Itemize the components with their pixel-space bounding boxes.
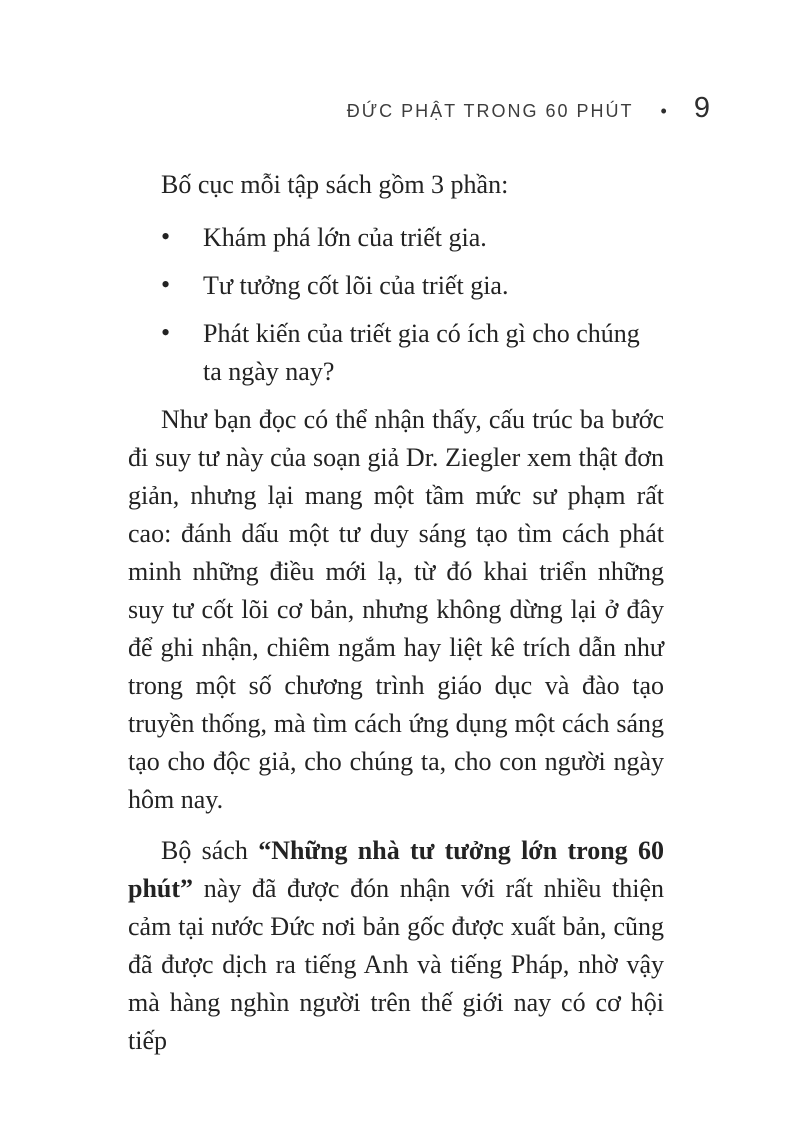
page-number: 9 — [693, 92, 710, 124]
series-title-bold: “Những nhà tư tưởng lớn trong 60 phút” — [128, 836, 664, 903]
list-item-text: Tư tưởng cốt lõi của triết gia. — [203, 271, 509, 300]
bullet-dot-icon: • — [161, 318, 171, 347]
list-item — [128, 219, 664, 257]
running-header — [347, 92, 710, 125]
list-item-text: Khám phá lớn của triết gia. — [203, 223, 487, 252]
header-separator-dot-icon: • — [660, 101, 667, 121]
running-title: ĐỨC PHẬT TRONG 60 PHÚT — [346, 101, 634, 121]
list-item-text: Phát kiến của triết gia có ích gì cho chúng ta ngày nay? — [203, 319, 640, 386]
list-item — [128, 315, 664, 391]
paragraph-series-reception — [128, 832, 664, 1060]
bullet-dot-icon: • — [161, 222, 171, 251]
series-paragraph-suffix: này đã được đón nhận với rất nhiều thiện cảm tại nước Đức nơi bản gốc được xuất bản, cũng đã được dịch ra tiếng Anh và tiếng Pháp, nhờ vậy mà hàng nghìn người trên thế giới nay có cơ hội tiếp — [128, 874, 664, 1055]
intro-line: Bố cục mỗi tập sách gồm 3 phần: — [161, 170, 509, 199]
bullet-list — [128, 219, 664, 391]
series-paragraph-prefix: Bộ sách — [161, 836, 259, 865]
list-item — [128, 267, 664, 305]
bullet-dot-icon: • — [161, 270, 171, 299]
body-text-column — [128, 166, 664, 1060]
paragraph-structure-explanation: Như bạn đọc có thể nhận thấy, cấu trúc ba bước đi suy tư này của soạn giả Dr. Ziegler xem thật đơn giản, nhưng lại mang một tầm mức sư phạm rất cao: đánh dấu một tư duy sáng tạo tìm cách phát minh những điều mới lạ, từ đó khai triển những suy tư cốt lõi cơ bản, nhưng không dừng lại ở đây để ghi nhận, chiêm ngắm hay liệt kê trích dẫn như trong một số chương trình giáo dục và đào tạo truyền thống, mà tìm cách ứng dụng một cách sáng tạo cho độc giả, cho chúng ta, cho con người ngày hôm nay. — [128, 405, 664, 814]
